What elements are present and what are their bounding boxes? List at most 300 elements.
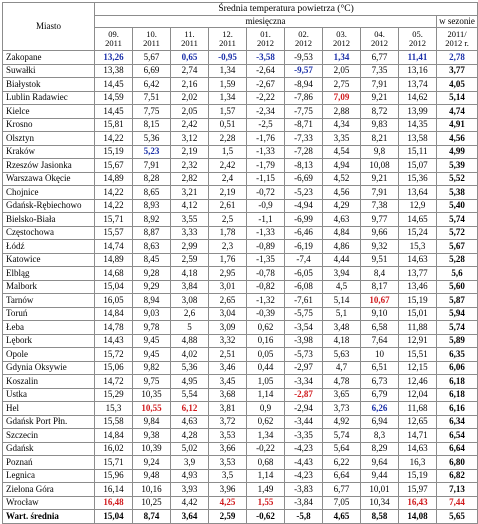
monthly-temperature: 3,53 <box>209 429 247 443</box>
monthly-temperature: 10,67 <box>361 294 399 308</box>
monthly-temperature: 2,3 <box>209 240 247 254</box>
monthly-temperature: 1,76 <box>209 253 247 267</box>
season-temperature: 6,18 <box>437 388 478 402</box>
season-temperature: 6,82 <box>437 469 478 483</box>
monthly-temperature: 5,36 <box>171 361 209 375</box>
monthly-temperature: -1,76 <box>247 132 285 146</box>
monthly-temperature: 7,91 <box>361 78 399 92</box>
monthly-temperature: -1,79 <box>247 159 285 173</box>
season-temperature: 7,44 <box>437 496 478 510</box>
month-header-month: 01. <box>260 29 271 39</box>
month-header-year: 2012 <box>371 38 388 48</box>
monthly-temperature: -1,15 <box>247 172 285 186</box>
monthly-temperature: 10,08 <box>361 159 399 173</box>
monthly-temperature: 9,51 <box>361 253 399 267</box>
monthly-temperature: 15,11 <box>399 145 437 159</box>
monthly-temperature: 5,02 <box>171 442 209 456</box>
monthly-temperature: -8,94 <box>285 78 323 92</box>
monthly-temperature: 3,53 <box>209 456 247 470</box>
monthly-temperature: 3,55 <box>171 213 209 227</box>
season-temperature: 5,60 <box>437 280 478 294</box>
monthly-temperature: 5,64 <box>323 442 361 456</box>
season-temperature: 5,74 <box>437 213 478 227</box>
monthly-temperature: 0,65 <box>171 51 209 65</box>
city-name: Olsztyn <box>3 132 95 146</box>
monthly-temperature: 6,51 <box>361 361 399 375</box>
monthly-temperature: 9,77 <box>361 213 399 227</box>
monthly-temperature: -0,89 <box>247 240 285 254</box>
month-header <box>399 28 437 51</box>
city-name: Suwałki <box>3 64 95 78</box>
monthly-temperature: 13,46 <box>399 280 437 294</box>
table-row <box>3 105 478 119</box>
monthly-temperature: 9,83 <box>361 118 399 132</box>
monthly-temperature: 6,73 <box>361 375 399 389</box>
monthly-temperature: -2,67 <box>247 78 285 92</box>
summary-season-mean: 5,65 <box>437 510 478 524</box>
table-row <box>3 402 478 416</box>
monthly-temperature: 14,68 <box>95 267 133 281</box>
monthly-temperature: 7,05 <box>323 496 361 510</box>
monthly-temperature: 14,63 <box>399 253 437 267</box>
monthly-temperature: 14,74 <box>95 240 133 254</box>
month-header-year: 2012 <box>409 38 426 48</box>
city-column-header: Miasto <box>3 3 95 51</box>
monthly-temperature: -0,22 <box>247 442 285 456</box>
city-name: Krosno <box>3 118 95 132</box>
monthly-temperature: 15,96 <box>95 469 133 483</box>
monthly-temperature: 15,24 <box>399 226 437 240</box>
monthly-temperature: 2,02 <box>171 91 209 105</box>
month-header-month: 02. <box>298 29 309 39</box>
month-header-year: 2012 <box>295 38 312 48</box>
monthly-temperature: -1,33 <box>247 226 285 240</box>
monthly-temperature: 15,07 <box>399 159 437 173</box>
season-temperature: 5,6 <box>437 267 478 281</box>
monthly-temperature: 9,29 <box>133 280 171 294</box>
month-header <box>285 28 323 51</box>
temperature-table <box>2 2 478 524</box>
monthly-temperature: 3,73 <box>323 402 361 416</box>
monthly-temperature: 9,75 <box>133 375 171 389</box>
table-row <box>3 51 478 65</box>
month-header-month: 10. <box>146 29 157 39</box>
monthly-temperature: 8,65 <box>133 186 171 200</box>
monthly-temperature: 8,93 <box>133 199 171 213</box>
summary-label: Wart. średnia <box>3 510 95 524</box>
monthly-temperature: 4,7 <box>323 361 361 375</box>
monthly-temperature: -3,98 <box>285 334 323 348</box>
table-row <box>3 334 478 348</box>
monthly-temperature: 4,12 <box>171 199 209 213</box>
season-temperature: 4,56 <box>437 132 478 146</box>
monthly-temperature: 1,34 <box>209 91 247 105</box>
season-temperature: 5,14 <box>437 91 478 105</box>
city-name: Rzeszów Jasionka <box>3 159 95 173</box>
season-temperature: 6,80 <box>437 456 478 470</box>
table-row <box>3 375 478 389</box>
season-temperature: 5,28 <box>437 253 478 267</box>
monthly-temperature: 0,51 <box>209 118 247 132</box>
monthly-temperature: -2,22 <box>247 91 285 105</box>
season-temperature: 5,67 <box>437 240 478 254</box>
monthly-temperature: 5,1 <box>323 307 361 321</box>
season-header-line: 2011/ <box>447 29 467 39</box>
monthly-temperature: 3,21 <box>171 186 209 200</box>
monthly-temperature: 15,51 <box>399 348 437 362</box>
monthly-temperature: 2,05 <box>171 105 209 119</box>
monthly-temperature: 9,24 <box>133 456 171 470</box>
monthly-temperature: 6,22 <box>323 456 361 470</box>
table-row <box>3 78 478 92</box>
city-name: Katowice <box>3 253 95 267</box>
monthly-temperature: 4,28 <box>171 429 209 443</box>
table-title-text: Średnia temperatura powietrza (°C) <box>218 3 354 14</box>
monthly-temperature: 5,74 <box>323 429 361 443</box>
monthly-temperature: 16,3 <box>399 456 437 470</box>
table-row <box>3 267 478 281</box>
table-row <box>3 348 478 362</box>
month-header <box>323 28 361 51</box>
monthly-temperature: 14,35 <box>399 118 437 132</box>
monthly-temperature: 5,36 <box>133 132 171 146</box>
monthly-temperature: -6,08 <box>285 280 323 294</box>
monthly-temperature: 3,5 <box>209 469 247 483</box>
season-temperature: 5,38 <box>437 186 478 200</box>
table-row <box>3 172 478 186</box>
monthly-temperature: 4,63 <box>323 213 361 227</box>
monthly-temperature: -2,64 <box>247 64 285 78</box>
monthly-temperature: -6,69 <box>285 172 323 186</box>
monthly-temperature: 2,42 <box>171 118 209 132</box>
city-name: Białystok <box>3 78 95 92</box>
season-temperature: 5,89 <box>437 334 478 348</box>
monthly-temperature: 2,65 <box>209 294 247 308</box>
monthly-temperature: -0,95 <box>209 51 247 65</box>
table-row <box>3 253 478 267</box>
monthly-temperature: 15,04 <box>95 280 133 294</box>
monthly-temperature: 14,65 <box>399 213 437 227</box>
table-row <box>3 145 478 159</box>
monthly-temperature: 12,65 <box>399 415 437 429</box>
monthly-group-header: miesięczna <box>95 16 437 28</box>
monthly-temperature: 14,43 <box>95 334 133 348</box>
city-name: Bielsko-Biała <box>3 213 95 227</box>
monthly-temperature: 14,22 <box>95 199 133 213</box>
monthly-temperature: 1,57 <box>209 105 247 119</box>
monthly-temperature: 15,81 <box>95 118 133 132</box>
table-row <box>3 388 478 402</box>
month-header <box>361 28 399 51</box>
monthly-temperature: 8,28 <box>133 172 171 186</box>
monthly-temperature: 14,84 <box>95 307 133 321</box>
monthly-temperature: -4,43 <box>285 456 323 470</box>
city-name: Warszawa Okęcie <box>3 172 95 186</box>
season-temperature: 6,54 <box>437 429 478 443</box>
monthly-temperature: 10,34 <box>361 496 399 510</box>
city-name: Elbląg <box>3 267 95 281</box>
monthly-temperature: -3,58 <box>247 51 285 65</box>
monthly-temperature: -5,75 <box>285 307 323 321</box>
season-group-header: w sezonie <box>437 16 478 28</box>
monthly-temperature: 14,22 <box>95 132 133 146</box>
monthly-temperature: 14,78 <box>95 321 133 335</box>
city-name: Zakopane <box>3 51 95 65</box>
monthly-temperature: -1,35 <box>247 253 285 267</box>
city-name: Gdynia Oksywie <box>3 361 95 375</box>
monthly-temperature: -7,61 <box>285 294 323 308</box>
month-header-month: 12. <box>222 29 233 39</box>
monthly-temperature: 2,51 <box>209 348 247 362</box>
city-name: Toruń <box>3 307 95 321</box>
monthly-temperature: 3,84 <box>171 280 209 294</box>
monthly-temperature: 6,26 <box>361 402 399 416</box>
city-name: Gdańsk-Rębiechowo <box>3 199 95 213</box>
season-temperature: 5,87 <box>437 294 478 308</box>
season-header <box>437 28 478 51</box>
monthly-temperature: 4,52 <box>323 172 361 186</box>
monthly-temperature: 3,32 <box>209 334 247 348</box>
season-temperature: 5,52 <box>437 172 478 186</box>
monthly-temperature: 0,44 <box>247 361 285 375</box>
summary-monthly-mean: -0,62 <box>247 510 285 524</box>
monthly-temperature: 9,66 <box>361 226 399 240</box>
monthly-temperature: 8,72 <box>361 105 399 119</box>
monthly-temperature: 3,9 <box>171 456 209 470</box>
monthly-temperature: 3,81 <box>209 402 247 416</box>
monthly-temperature: 9,44 <box>361 469 399 483</box>
monthly-temperature: 11,68 <box>399 402 437 416</box>
monthly-temperature: 2,05 <box>323 64 361 78</box>
monthly-temperature: 9,21 <box>361 91 399 105</box>
monthly-temperature: 6,69 <box>133 64 171 78</box>
monthly-temperature: 15,36 <box>399 172 437 186</box>
month-header-month: 04. <box>374 29 385 39</box>
monthly-temperature: 10,16 <box>133 483 171 497</box>
temperature-table-container <box>2 2 478 524</box>
monthly-temperature: 2,19 <box>209 186 247 200</box>
monthly-temperature: 9,45 <box>133 348 171 362</box>
monthly-temperature: -7,86 <box>285 91 323 105</box>
monthly-temperature: -4,23 <box>285 469 323 483</box>
monthly-temperature: 0,05 <box>247 348 285 362</box>
monthly-temperature: 13,26 <box>95 51 133 65</box>
monthly-temperature: 1,5 <box>209 145 247 159</box>
monthly-temperature: -7,33 <box>285 132 323 146</box>
monthly-temperature: -2,97 <box>285 361 323 375</box>
monthly-temperature: 1,34 <box>323 51 361 65</box>
city-name: Wrocław <box>3 496 95 510</box>
monthly-temperature: 4,25 <box>209 496 247 510</box>
season-temperature: 3,77 <box>437 64 478 78</box>
monthly-temperature: 7,51 <box>133 91 171 105</box>
city-name: Kraków <box>3 145 95 159</box>
monthly-temperature: 10,25 <box>133 496 171 510</box>
month-header <box>247 28 285 51</box>
monthly-temperature: 8,4 <box>361 267 399 281</box>
season-temperature: 5,72 <box>437 226 478 240</box>
city-name: Kielce <box>3 105 95 119</box>
monthly-temperature: 16,48 <box>95 496 133 510</box>
monthly-temperature: 2,99 <box>171 240 209 254</box>
monthly-temperature: 0,9 <box>247 402 285 416</box>
monthly-temperature: 15,19 <box>399 294 437 308</box>
monthly-temperature: 3,93 <box>171 483 209 497</box>
season-temperature: 2,78 <box>437 51 478 65</box>
monthly-temperature: 4,5 <box>323 280 361 294</box>
table-row <box>3 307 478 321</box>
monthly-temperature: 15,06 <box>95 361 133 375</box>
monthly-temperature: 2,4 <box>209 172 247 186</box>
monthly-temperature: 6,77 <box>323 483 361 497</box>
summary-monthly-mean: 15,04 <box>95 510 133 524</box>
city-name: Ustka <box>3 388 95 402</box>
monthly-temperature: 1,78 <box>209 226 247 240</box>
monthly-temperature: -0,72 <box>247 186 285 200</box>
monthly-temperature: 8,45 <box>133 253 171 267</box>
table-row <box>3 186 478 200</box>
monthly-temperature: 0,16 <box>247 334 285 348</box>
monthly-temperature: -5,73 <box>285 348 323 362</box>
monthly-temperature: 14,89 <box>95 172 133 186</box>
monthly-temperature: 3,09 <box>209 321 247 335</box>
monthly-temperature: 6,77 <box>361 51 399 65</box>
season-temperature: 4,74 <box>437 105 478 119</box>
monthly-temperature: 1,14 <box>247 388 285 402</box>
season-temperature: 6,06 <box>437 361 478 375</box>
monthly-temperature: 5,23 <box>133 145 171 159</box>
month-header-month: 09. <box>108 29 119 39</box>
monthly-temperature: 4,44 <box>323 253 361 267</box>
monthly-temperature: -2,94 <box>285 402 323 416</box>
monthly-temperature: -2,34 <box>247 105 285 119</box>
season-temperature: 6,64 <box>437 442 478 456</box>
monthly-temperature: 15,01 <box>399 307 437 321</box>
table-row <box>3 321 478 335</box>
monthly-temperature: 2,95 <box>209 267 247 281</box>
monthly-temperature: 14,63 <box>399 442 437 456</box>
monthly-temperature: 4,94 <box>323 159 361 173</box>
monthly-temperature: 0,68 <box>247 456 285 470</box>
monthly-temperature: 2,32 <box>171 159 209 173</box>
monthly-temperature: 7,75 <box>133 105 171 119</box>
city-name: Łódź <box>3 240 95 254</box>
monthly-temperature: 13,74 <box>399 78 437 92</box>
monthly-temperature: -0,78 <box>247 267 285 281</box>
season-temperature: 6,35 <box>437 348 478 362</box>
table-row <box>3 226 478 240</box>
monthly-temperature: 2,74 <box>171 64 209 78</box>
monthly-temperature: 9,84 <box>133 415 171 429</box>
table-row <box>3 132 478 146</box>
monthly-temperature: -9,57 <box>285 64 323 78</box>
monthly-temperature: 13,64 <box>399 186 437 200</box>
month-header-year: 2011 <box>219 38 236 48</box>
table-title <box>95 3 478 16</box>
summary-monthly-mean: 3,64 <box>171 510 209 524</box>
monthly-temperature: 14,59 <box>95 91 133 105</box>
monthly-temperature: -7,28 <box>285 145 323 159</box>
monthly-temperature: 4,42 <box>171 496 209 510</box>
table-row <box>3 429 478 443</box>
summary-row <box>3 510 478 524</box>
monthly-temperature: 4,88 <box>171 334 209 348</box>
monthly-temperature: 14,62 <box>399 91 437 105</box>
monthly-temperature: 4,95 <box>171 375 209 389</box>
monthly-temperature: 12,04 <box>399 388 437 402</box>
summary-monthly-mean: 4,65 <box>323 510 361 524</box>
monthly-temperature: 13,38 <box>95 64 133 78</box>
table-row <box>3 294 478 308</box>
monthly-temperature: 3,45 <box>209 375 247 389</box>
monthly-temperature: 15,57 <box>95 226 133 240</box>
month-header-year: 2011 <box>181 38 198 48</box>
monthly-temperature: 15,67 <box>95 159 133 173</box>
table-row <box>3 91 478 105</box>
monthly-temperature: 4,02 <box>171 348 209 362</box>
monthly-temperature: 1,05 <box>247 375 285 389</box>
month-header-year: 2012 <box>257 38 274 48</box>
monthly-temperature: 4,56 <box>323 186 361 200</box>
monthly-temperature: -3,34 <box>285 375 323 389</box>
monthly-temperature: -7,4 <box>285 253 323 267</box>
monthly-temperature: 4,92 <box>323 415 361 429</box>
monthly-temperature: 9,32 <box>361 240 399 254</box>
monthly-temperature: -3,83 <box>285 483 323 497</box>
monthly-temperature: 13,16 <box>399 64 437 78</box>
monthly-temperature: -1,33 <box>247 145 285 159</box>
monthly-temperature: 15,19 <box>399 469 437 483</box>
monthly-temperature: 4,93 <box>171 469 209 483</box>
monthly-temperature: 2,6 <box>171 307 209 321</box>
monthly-temperature: 1,34 <box>209 64 247 78</box>
monthly-temperature: 12,46 <box>399 375 437 389</box>
monthly-temperature: 6,42 <box>133 78 171 92</box>
season-temperature: 5,74 <box>437 321 478 335</box>
monthly-temperature: -6,99 <box>285 213 323 227</box>
monthly-temperature: 5,63 <box>323 348 361 362</box>
monthly-temperature: 1,49 <box>247 483 285 497</box>
season-temperature: 6,18 <box>437 375 478 389</box>
monthly-temperature: 13,99 <box>399 105 437 119</box>
monthly-temperature: 1,55 <box>247 496 285 510</box>
monthly-temperature: -0,82 <box>247 280 285 294</box>
monthly-temperature: -3,54 <box>285 321 323 335</box>
city-name: Legnica <box>3 469 95 483</box>
monthly-temperature: 8,29 <box>361 442 399 456</box>
season-header-line: 2012 r. <box>445 38 469 48</box>
table-row <box>3 199 478 213</box>
monthly-temperature: 8,92 <box>133 213 171 227</box>
monthly-temperature: 9,82 <box>133 361 171 375</box>
monthly-temperature: 14,72 <box>95 375 133 389</box>
monthly-temperature: 7,64 <box>361 334 399 348</box>
month-header <box>133 28 171 51</box>
month-header-year: 2011 <box>143 38 160 48</box>
monthly-temperature: 3,48 <box>323 321 361 335</box>
monthly-temperature: 15,3 <box>95 402 133 416</box>
monthly-temperature: 7,35 <box>361 64 399 78</box>
monthly-temperature: -1,1 <box>247 213 285 227</box>
monthly-temperature: 10,35 <box>133 388 171 402</box>
monthly-temperature: 2,75 <box>323 78 361 92</box>
monthly-temperature: -2,5 <box>247 118 285 132</box>
month-header <box>171 28 209 51</box>
monthly-temperature: -0,39 <box>247 307 285 321</box>
monthly-temperature: 7,38 <box>361 199 399 213</box>
monthly-temperature: 14,89 <box>95 253 133 267</box>
monthly-temperature: 6,79 <box>361 388 399 402</box>
